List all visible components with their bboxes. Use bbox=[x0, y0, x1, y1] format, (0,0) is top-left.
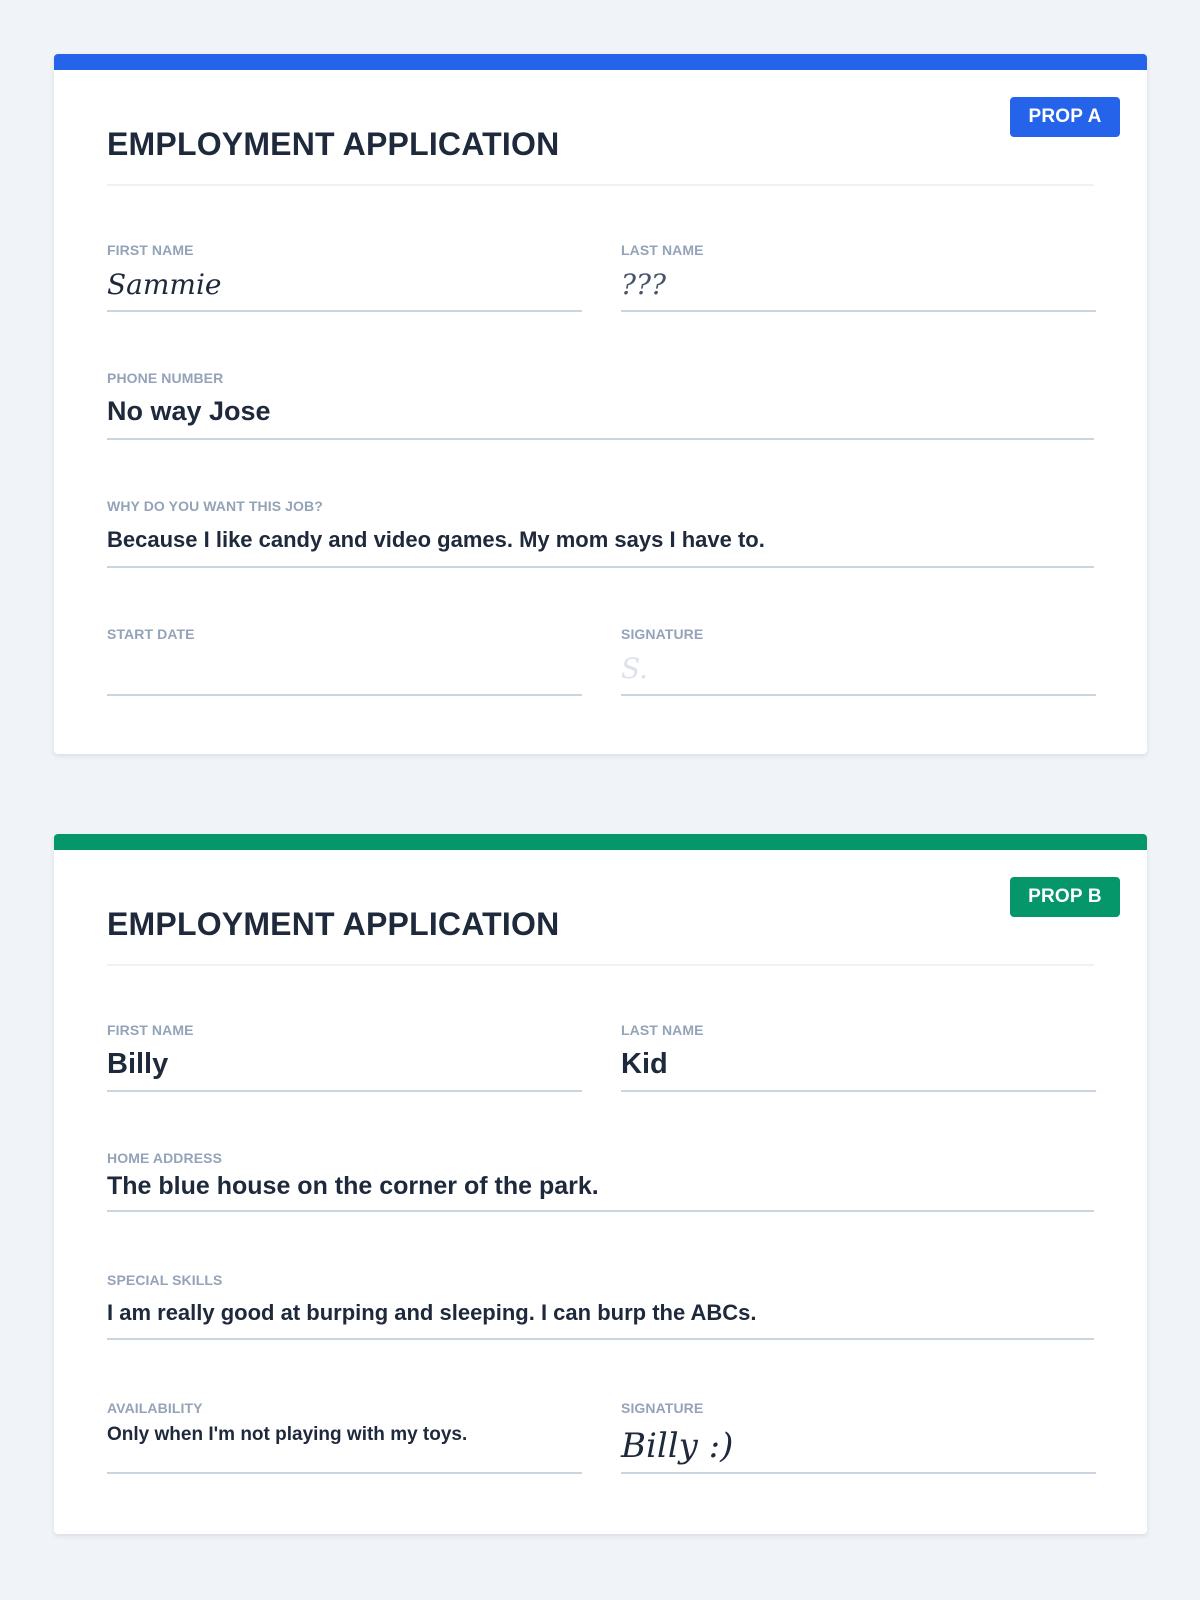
field-underline bbox=[107, 566, 1094, 568]
application-card-prop-b bbox=[54, 834, 1147, 1534]
field-value: Because I like candy and video games. My mom says I have to. bbox=[107, 527, 765, 552]
field-label: LAST NAME bbox=[621, 242, 704, 258]
last-name-field[interactable] bbox=[621, 242, 1096, 312]
field-value: I am really good at burping and sleeping. I can burp the ABCs. bbox=[107, 1300, 757, 1325]
signature-field[interactable] bbox=[621, 1400, 1096, 1474]
form-title: EMPLOYMENT APPLICATION bbox=[107, 906, 560, 942]
field-value: The blue house on the corner of the park. bbox=[107, 1172, 599, 1200]
field-underline bbox=[621, 310, 1096, 312]
field-label: SIGNATURE bbox=[621, 626, 704, 642]
field-value: Billy bbox=[107, 1048, 169, 1080]
field-label: WHY DO YOU WANT THIS JOB? bbox=[107, 498, 323, 514]
field-label: FIRST NAME bbox=[107, 242, 194, 258]
field-underline bbox=[107, 694, 582, 696]
field-value: Only when I'm not playing with my toys. bbox=[107, 1424, 468, 1445]
field-value: No way Jose bbox=[107, 396, 271, 426]
home-address-field[interactable] bbox=[107, 1150, 1094, 1212]
field-underline bbox=[107, 1210, 1094, 1212]
field-value: Sammie bbox=[107, 268, 222, 301]
last-name-field[interactable] bbox=[621, 1022, 1096, 1092]
field-underline bbox=[621, 1472, 1096, 1474]
why-job-field[interactable] bbox=[107, 498, 1094, 568]
prop-badge: PROP A bbox=[1010, 97, 1120, 137]
field-label: SIGNATURE bbox=[621, 1400, 704, 1416]
phone-number-field[interactable] bbox=[107, 370, 1094, 440]
field-label: LAST NAME bbox=[621, 1022, 704, 1038]
signature-field[interactable] bbox=[621, 626, 1096, 696]
field-underline bbox=[107, 1090, 582, 1092]
field-underline bbox=[621, 1090, 1096, 1092]
first-name-field[interactable] bbox=[107, 1022, 582, 1092]
field-underline bbox=[107, 1472, 582, 1474]
field-value: Billy :) bbox=[621, 1426, 734, 1466]
special-skills-field[interactable] bbox=[107, 1272, 1094, 1340]
field-value: S. bbox=[621, 652, 649, 685]
title-divider bbox=[107, 964, 1094, 966]
title-divider bbox=[107, 184, 1094, 186]
start-date-field[interactable] bbox=[107, 626, 582, 696]
field-underline bbox=[107, 1338, 1094, 1340]
form-title: EMPLOYMENT APPLICATION bbox=[107, 126, 560, 162]
field-underline bbox=[107, 438, 1094, 440]
field-label: PHONE NUMBER bbox=[107, 370, 224, 386]
field-label: AVAILABILITY bbox=[107, 1400, 203, 1416]
field-label: FIRST NAME bbox=[107, 1022, 194, 1038]
field-label: SPECIAL SKILLS bbox=[107, 1272, 223, 1288]
prop-badge: PROP B bbox=[1010, 877, 1120, 917]
card-accent-bar bbox=[54, 834, 1147, 850]
application-card-prop-a bbox=[54, 54, 1147, 754]
field-label: HOME ADDRESS bbox=[107, 1150, 223, 1166]
card-accent-bar bbox=[54, 54, 1147, 70]
field-value: ??? bbox=[621, 268, 667, 301]
field-value: Kid bbox=[621, 1048, 668, 1080]
field-underline bbox=[621, 694, 1096, 696]
field-underline bbox=[107, 310, 582, 312]
field-label: START DATE bbox=[107, 626, 195, 642]
first-name-field[interactable] bbox=[107, 242, 582, 312]
availability-field[interactable] bbox=[107, 1400, 582, 1474]
